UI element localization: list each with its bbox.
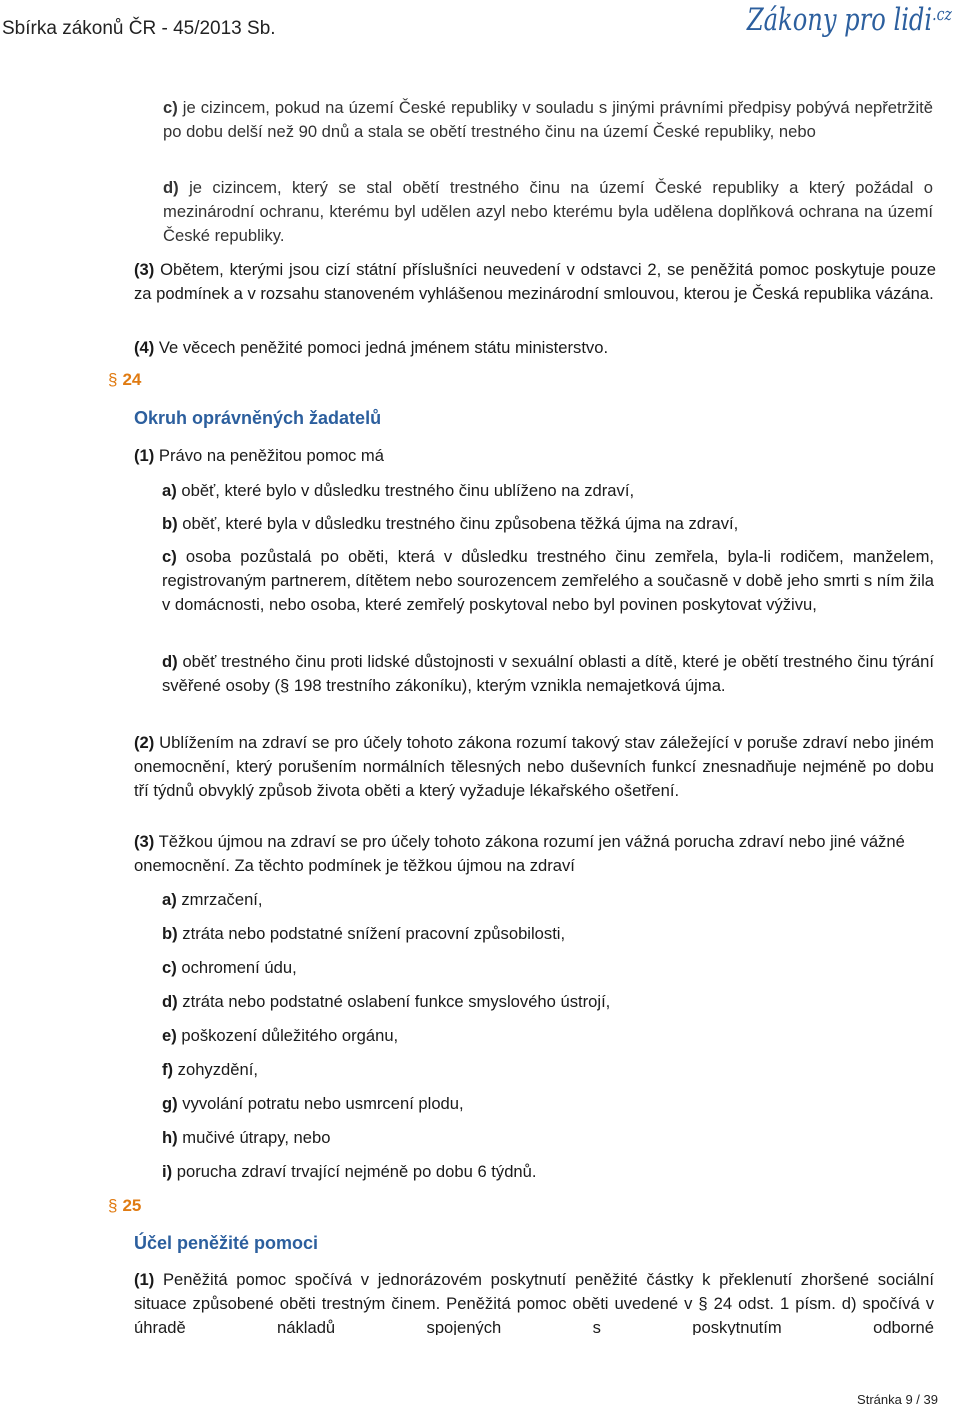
para-label: (3) [134,832,155,851]
s24-list3-a [162,888,934,912]
item-label: c) [162,547,177,566]
item-text: ochromení údu, [176,958,297,977]
s24-list3-c [162,956,934,980]
para-label: (4) [134,338,155,357]
s25-paragraph-1 [134,1268,934,1335]
s24-item-b [162,512,934,536]
item-d [163,176,933,248]
page-number: Stránka 9 / 39 [857,1392,938,1407]
item-text: je cizincem, pokud na území České republiky v souladu s jinými právními předpisy pobývá nepřetržitě po dobu delší než 90 dnů a stala se obětí trestného činu na území České republiky, nebo [163,98,933,141]
item-label: a) [162,890,177,909]
item-label: i) [162,1162,173,1181]
item-label: g) [162,1094,178,1113]
item-label: b) [162,924,178,943]
s24-list3-i [162,1160,934,1184]
item-text: poškození důležitého orgánu, [176,1026,399,1045]
item-label: a) [162,481,177,500]
section-25-marker[interactable] [108,1196,141,1216]
item-label: c) [162,958,177,977]
item-text: porucha zdraví trvající nejméně po dobu 6 týdnů. [172,1162,537,1181]
item-text: oběť trestného činu proti lidské důstojnosti v sexuální oblasti a dítě, které je obětí trestného činu týrání svěřené osoby (§ 198 trestního zákoníku), kterým vznikla nemajetková újma. [162,652,934,695]
item-text: zmrzačení, [176,890,263,909]
section-sign-icon: § [108,1196,118,1215]
item-text: je cizincem, který se stal obětí trestného činu na území České republiky a který požádal o mezinárodní ochranu, kterému byl udělen azyl nebo kterému byla udělena doplňková ochrana na území České republiky. [163,178,933,245]
para-text: Ve věcech peněžité pomoci jedná jménem státu ministerstvo. [154,338,609,357]
para-text: Obětem, kterými jsou cizí státní příslušníci neuvedení v odstavci 2, se peněžitá pomoc poskytuje pouze za podmínek a v rozsahu stanoveném vyhlášenou mezinárodní smlouvou, kterou je Česká republika vázána. [134,260,936,303]
para-label: (3) [134,260,155,279]
item-text: oběť, které bylo v důsledku trestného činu ublíženo na zdraví, [176,481,635,500]
s24-item-a [162,479,934,503]
item-label: d) [162,992,178,1011]
s24-list3-e [162,1024,934,1048]
section-24-heading: Okruh oprávněných žadatelů [134,408,382,428]
s24-list3-g [162,1092,934,1116]
item-text: osoba pozůstalá po oběti, která v důsledku trestného činu zemřela, byla-li rodičem, manželem, registrovaným partnerem, dítětem nebo sourozencem zemřelého a současně v době jeho smrti s ním žila v domácnosti, nebo osoba, které zemřelý poskytoval nebo byl povinen poskytovat výživu, [162,547,934,614]
item-text: zohyzdění, [173,1060,258,1079]
paragraph-4 [134,336,936,360]
item-label: d) [162,652,178,671]
s25-paragraph-1-clip [134,1268,936,1335]
s24-list3-h [162,1126,934,1150]
item-label: c) [163,98,178,117]
s24-paragraph-1 [134,444,936,468]
item-text: ztráta nebo podstatné snížení pracovní způsobilosti, [177,924,566,943]
s24-paragraph-2 [134,731,934,803]
item-text: vyvolání potratu nebo usmrcení plodu, [177,1094,464,1113]
para-text: Ublížením na zdraví se pro účely tohoto zákona rozumí takový stav záležející v poruše zdraví nebo jiném onemocnění, který porušením normálních tělesných nebo duševních funkcí znesnadňuje nejméně po dobu tří týdnů obvyklý způsob života oběti a který vyžaduje lékařského ošetření. [134,733,934,800]
s24-paragraph-3 [134,830,934,878]
para-text: Právo na peněžitou pomoc má [154,446,384,465]
section-24-marker[interactable] [108,370,141,390]
paragraph-3 [134,258,936,306]
para-text: Těžkou újmou na zdraví se pro účely tohoto zákona rozumí jen vážná porucha zdraví nebo jiné vážné onemocnění. Za těchto podmínek je těžkou újmou na zdraví [134,832,905,875]
para-text: Peněžitá pomoc spočívá v jednorázovém poskytnutí peněžité částky k překlenutí zhoršené sociální situace způsobené oběti trestným činem. Peněžitá pomoc oběti uvedené v § 24 odst. 1 písm. d) spočívá v úhradě nákladů spojených s poskytnutím odborné [134,1270,934,1335]
section-sign-icon: § [108,370,118,389]
item-label: h) [162,1128,178,1147]
item-label: d) [163,178,179,197]
para-label: (1) [134,1270,155,1289]
logo-suffix: .cz [932,4,952,25]
para-label: (2) [134,733,155,752]
s24-list3-d [162,990,934,1014]
para-label: (1) [134,446,155,465]
site-logo[interactable] [747,2,952,38]
section-25-heading: Účel peněžité pomoci [134,1233,319,1253]
logo-text: Zákony pro lidi [746,2,933,38]
item-label: e) [162,1026,177,1045]
section-number: 24 [122,370,142,389]
header-title: Sbírka zákonů ČR - 45/2013 Sb. [2,18,276,39]
s24-list3-b [162,922,934,946]
item-text: oběť, které byla v důsledku trestného činu způsobena těžká újma na zdraví, [177,514,739,533]
s24-item-c [162,545,934,617]
s24-item-d [162,650,934,698]
item-text: mučivé útrapy, nebo [177,1128,331,1147]
item-label: b) [162,514,178,533]
item-c [163,96,933,144]
s24-list3-f [162,1058,934,1082]
item-label: f) [162,1060,174,1079]
section-number: 25 [122,1196,142,1215]
item-text: ztráta nebo podstatné oslabení funkce smyslového ústrojí, [177,992,611,1011]
